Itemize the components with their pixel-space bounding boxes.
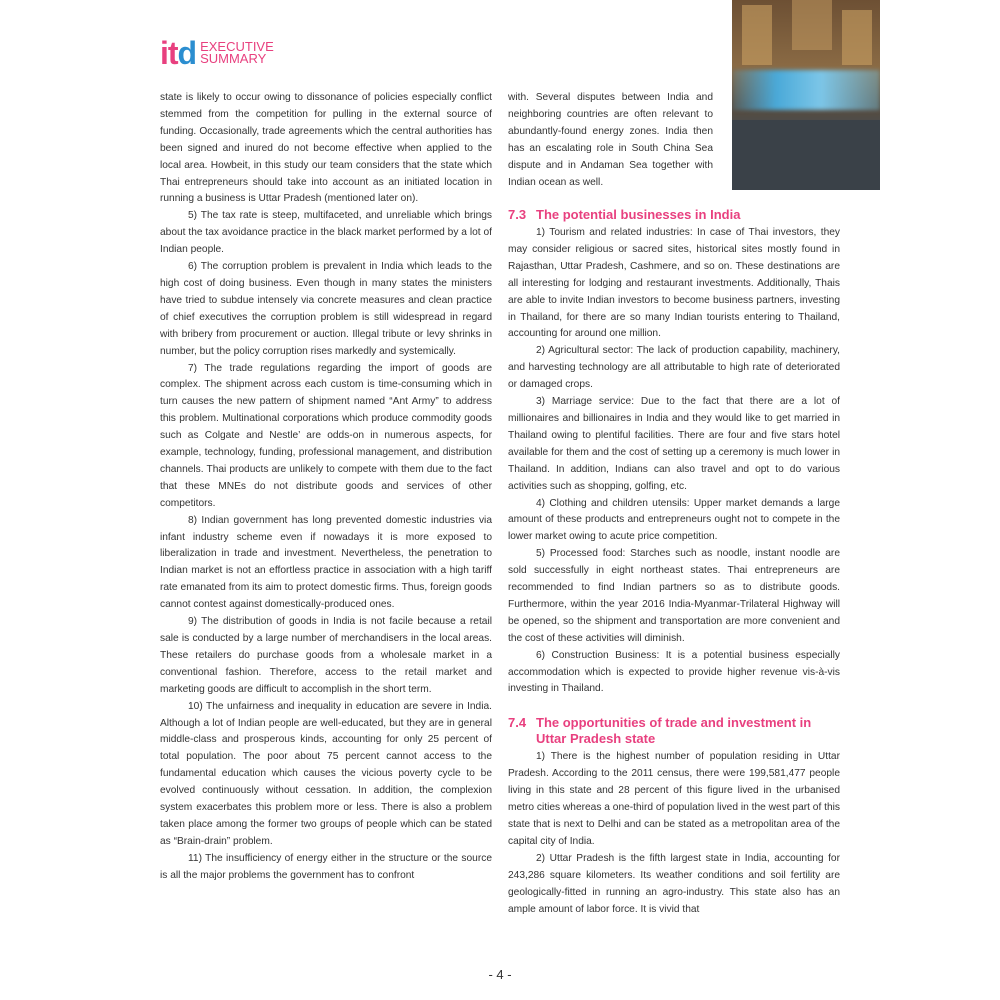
paragraph: 2) Uttar Pradesh is the fifth largest state in India, accounting for 243,286 square kilometers. Its weather conditions and soil fertility are geologically-fitted in running an agro-industry. This state also has an ample amount of labor force. It is vivid that: [508, 852, 840, 915]
paragraph: state is likely to occur owing to dissonance of policies especially conflict stemmed from the competition for pulling in the external source of funding. Occasionally, trade agreements which the central authorities has been signed and inured do not become effective when applied to the local area. Howbeit, in this study our team considers that the state which Thai entrepreneurs should take into account as an initiated location in running a business is Uttar Pradesh (mentioned later on).: [160, 92, 492, 205]
paragraph: 3) Marriage service: Due to the fact that there are a lot of millionaires and billionaires in India and they would like to get married in Thailand owing to plentiful facilities. There are four and five stars hotel available for them and the cost of setting up a ceremony is much lower in Thailand. In addition, Indians can also travel and opt to do various activities such as shopping, golfing, etc.: [508, 396, 840, 492]
section-heading-7-3: 7.3 The potential businesses in India: [508, 207, 741, 222]
itd-logo: [160, 35, 274, 71]
paragraph: 6) Construction Business: It is a potential business especially accommodation which is expected to provide higher revenue vis-à-vis investing in Thailand.: [508, 649, 840, 695]
paragraph: 1) Tourism and related industries: In case of Thai investors, they may consider religious or sacred sites, historical sites mostly found in Rajasthan, Uttar Pradesh, Cashmere, and so on. These destinations are all interesting for lodging and restaurant investments. Additionally, Thais are able to invite Indian investors to become business partners, investing in Thailand, for there are so many Indian tourists entering to Thailand, accounting for around one million.: [508, 227, 840, 340]
paragraph: 7) The trade regulations regarding the import of goods are complex. The shipment across each custom is time-consuming which in turn causes the new pattern of shipment named “Ant Army” to address this problem. Multinational corporations which produce commodity goods such as Colgate and Nestle’ are odds-on in numerous aspects, for example, technology, funding, professional management, and distribution channels. Thai products are unlikely to compete with them due to the fact that these MNEs do not distribute goods and services of other competitors.: [160, 362, 492, 509]
itd-logo-mark: itd: [160, 35, 197, 71]
paragraph: 10) The unfairness and inequality in education are severe in India. Although a lot of Indian people are well-educated, but they are in general middle-class and prosperous kinds, accounting for only 25 percent of total population. The poor about 75 percent cannot access to the fundamental education which causes the vicious poverty cycle to be evolved continuously without cessation. In addition, the complexion system exacerbates this problem more or less. There is also a problem taken place among the former two groups of people which can be stated as “Brain-drain” problem.: [160, 700, 492, 847]
logo-line-2: SUMMARY: [200, 51, 267, 66]
right-column: [508, 207, 840, 918]
left-column: [160, 90, 492, 885]
page-number: - 4 -: [488, 967, 512, 982]
section-heading-7-4: 7.4 The opportunities of trade and investment in Uttar Pradesh state: [508, 715, 812, 747]
executive-summary-label: [200, 41, 274, 65]
paragraph: with. Several disputes between India and neighboring countries are often relevant to abundantly-found energy zones. India then has an escalating role in South China Sea dispute and in Andaman Sea together with Indian ocean as well.: [508, 92, 713, 188]
paragraph: 5) Processed food: Starches such as noodle, instant noodle are sold successfully in eight northeast states. Thai entrepreneurs are recommended to find Indian partners so as to distribute goods. Furthermore, within the year 2016 India-Myanmar-Trilateral Highway will be opened, so the shipment and transportation are more convenient and the cost of these activities will diminish.: [508, 548, 840, 644]
logo-line-1: EXECUTIVE: [200, 39, 274, 54]
paragraph: 2) Agricultural sector: The lack of production capability, machinery, and harvesting technology are all attributable to high rate of deteriorated or damaged crops.: [508, 345, 840, 391]
paragraph: 11) The insufficiency of energy either in the structure or the source is all the major problems the government has to confront: [160, 852, 492, 881]
paragraph: 4) Clothing and children utensils: Upper market demands a large amount of these products and entrepreneurs ought not to compete in the lower market owing to acute price competition.: [508, 497, 840, 543]
right-column-top: [508, 90, 713, 191]
paragraph: 5) The tax rate is steep, multifaceted, and unreliable which brings about the tax avoidance practice in the black market performed by a lot of Indian people.: [160, 210, 492, 256]
paragraph: 8) Indian government has long prevented domestic industries via infant industry scheme even if nowadays it is more exposed to liberalization in trade and investment. Nevertheless, the penetration to Indian market is not an effortless practice in association with a high tariff rate emanated from its aim to protect domestic firms. Thus, foreign goods cannot contest against domestically-produced ones.: [160, 514, 492, 611]
paragraph: 6) The corruption problem is prevalent in India which leads to the high cost of doing business. Even though in many states the ministers have tried to subdue intensely via concrete measures and clean practice of chief executives the corruption problem is still widespread in regard with bribery from procurement or auction. Illegal tribute or levy shrinks in number, but the policy corruption rises markedly and systemically.: [160, 261, 492, 357]
paragraph: 1) There is the highest number of population residing in Uttar Pradesh. According to the 2011 census, there were 199,581,477 people living in this state and 28 percent of this figure lived in the urbanised metro cities whereas a one-third of population lived in the west part of this state that is next to Delhi and can be stated as a metropolitan area of the capital city of India.: [508, 751, 840, 847]
paragraph: 9) The distribution of goods in India is not facile because a retail sale is conducted by a large number of merchandisers in the local areas. These retailers do purchase goods from a wholesale market in a conventional fashion. Therefore, access to the retail market and marketing goods are difficult to accomplish in the short term.: [160, 616, 492, 695]
street-scene-photo: [732, 0, 880, 190]
